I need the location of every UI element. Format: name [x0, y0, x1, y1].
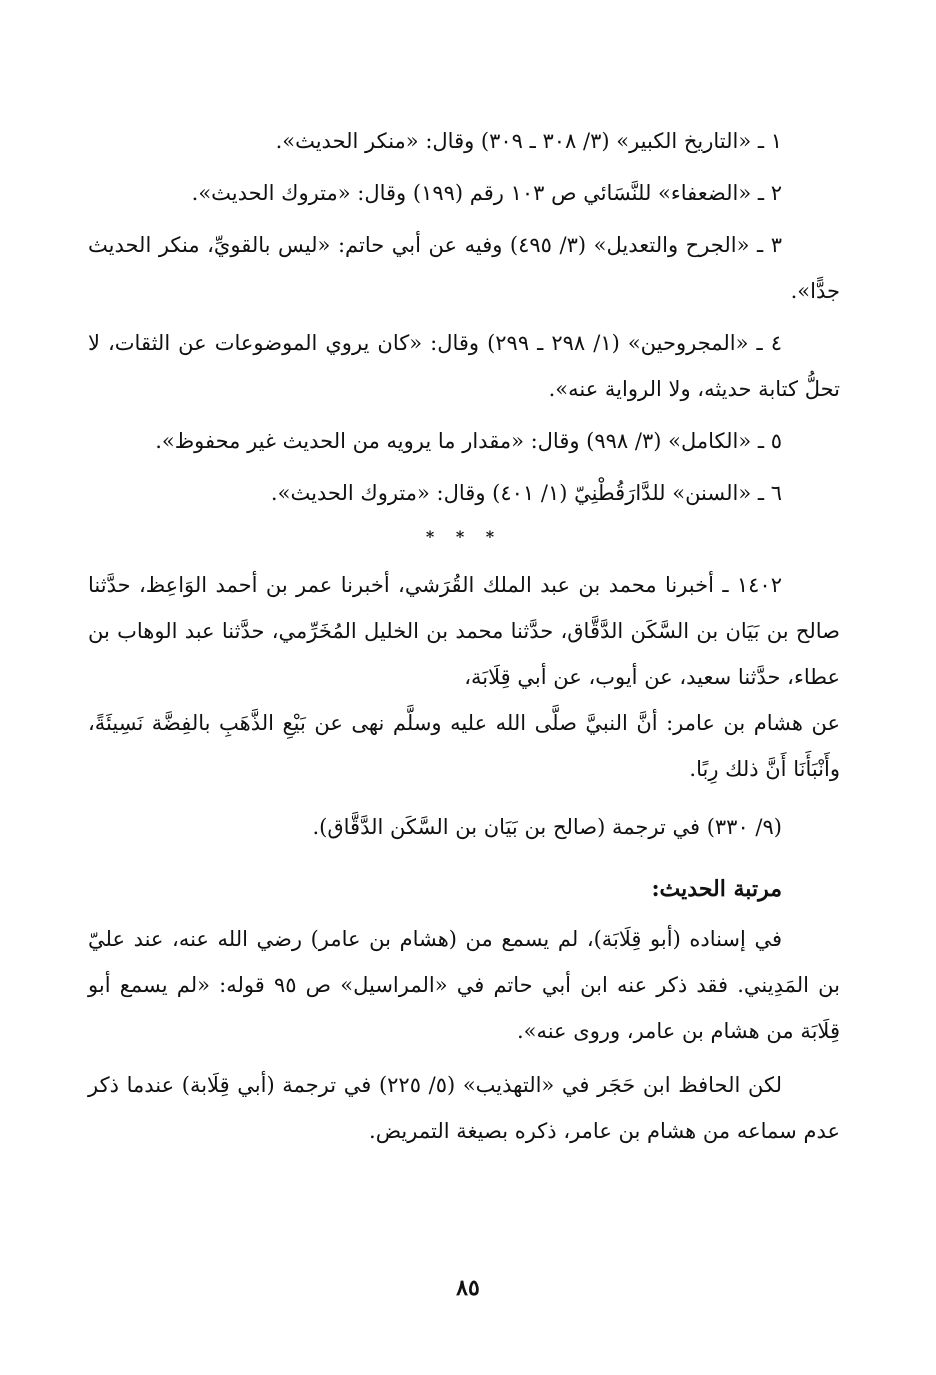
hadith-matn: عن هشام بن عامر: أنَّ النبيَّ صلَّى الله عليه وسلَّم نهى عن بَيْعِ الذَّهَبِ بالفِضَّة نَسِيئَةً، وأَنْبَأَنَا أَنَّ ذلك رِبًا.	[88, 711, 840, 781]
footnote-5: ٥ ـ «الكامل» (٣/ ٩٩٨) وقال: «مقدار ما يرويه من الحديث غير محفوظ».	[155, 429, 782, 453]
footnote-2: ٢ ـ «الضعفاء» للنَّسَائي ص ١٠٣ رقم (١٩٩) وقال: «متروك الحديث».	[191, 181, 782, 205]
page-number: ٨٥	[456, 1275, 480, 1301]
footnote-6: ٦ ـ «السنن» للدَّارَقُطْنِيّ (١/ ٤٠١) وقال: «متروك الحديث».	[270, 481, 782, 505]
footnote-4: ٤ ـ «المجروحين» (١/ ٢٩٨ ـ ٢٩٩) وقال: «كان يروي الموضوعات عن الثقات، لا تحلُّ كتابة حديثه، ولا الرواية عنه».	[88, 331, 840, 401]
section-paragraph-1: في إسناده (أبو قِلَابَة)، لم يسمع من (هشام بن عامر) رضي الله عنه، عند عليّ بن المَدِيني. فقد ذكر عنه ابن أبي حاتم في «المراسيل» ص ٩٥ قوله: «لم يسمع أبو قِلَابَة من هشام بن عامر، وروى عنه».	[88, 927, 841, 1043]
section-separator: * * *	[425, 527, 503, 546]
section-paragraph-2: لكن الحافظ ابن حَجَر في «التهذيب» (٥/ ٢٢٥) في ترجمة (أبي قِلَابة) عندما ذكر عدم سماعه من هشام بن عامر، ذكره بصيغة التمريض.	[88, 1073, 840, 1143]
section-title: مرتبة الحديث:	[651, 876, 782, 902]
page-content	[88, 118, 840, 1154]
hadith-isnad: ١٤٠٢ ـ أخبرنا محمد بن عبد الملك القُرَشي، أخبرنا عمر بن أحمد الوَاعِظ، حدَّثنا صالح بن بَيَان بن السَّكَن الدَّقَّاق، حدَّثنا محمد بن الخليل المُخَرِّمي، حدَّثنا عبد الوهاب بن عطاء، حدَّثنا سعيد، عن أيوب، عن أبي قِلَابَة،	[88, 573, 840, 689]
footnote-3: ٣ ـ «الجرح والتعديل» (٣/ ٤٩٥) وفيه عن أبي حاتم: «ليس بالقويِّ، منكر الحديث جدًّا».	[88, 233, 840, 303]
footnote-1: ١ ـ «التاريخ الكبير» (٣/ ٣٠٨ ـ ٣٠٩) وقال: «منكر الحديث».	[275, 129, 782, 153]
hadith-reference: (٩/ ٣٣٠) في ترجمة (صالح بن بَيَان بن السَّكَن الدَّقَّاق).	[312, 815, 782, 839]
